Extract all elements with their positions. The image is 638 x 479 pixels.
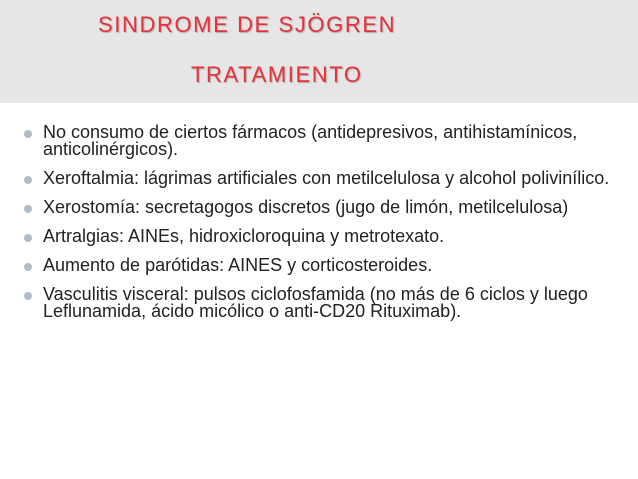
bullet-dot-icon <box>24 263 32 271</box>
bullet-text: Vasculitis visceral: pulsos ciclofosfamida (no más de 6 ciclos y luego Leflunamida, ácido micólico o anti-CD20 Rituximab). <box>43 284 588 321</box>
bullet-text: No consumo de ciertos fármacos (antidepresivos, antihistamínicos, anticolinérgicos). <box>43 122 578 159</box>
bullet-list <box>0 124 638 332</box>
bullet-item <box>0 124 638 158</box>
bullet-text: Xerostomía: secretagogos discretos (jugo de limón, metilcelulosa) <box>43 197 569 217</box>
bullet-text: Aumento de parótidas: AINES y corticosteroides. <box>43 255 433 275</box>
bullet-dot-icon <box>24 130 32 138</box>
bullet-item <box>0 199 638 216</box>
slide-subtitle: TRATAMIENTO <box>191 62 363 87</box>
bullet-dot-icon <box>24 205 32 213</box>
bullet-dot-icon <box>24 292 32 300</box>
bullet-dot-icon <box>24 176 32 184</box>
bullet-item <box>0 170 638 187</box>
slide-title: SINDROME DE SJÖGREN <box>98 12 397 37</box>
bullet-text: Artralgias: AINEs, hidroxicloroquina y metrotexato. <box>43 226 445 246</box>
bullet-item <box>0 286 638 320</box>
title-band <box>0 0 638 103</box>
bullet-dot-icon <box>24 234 32 242</box>
bullet-item <box>0 228 638 245</box>
bullet-text: Xeroftalmia: lágrimas artificiales con metilcelulosa y alcohol polivinílico. <box>43 168 610 188</box>
bullet-item <box>0 257 638 274</box>
